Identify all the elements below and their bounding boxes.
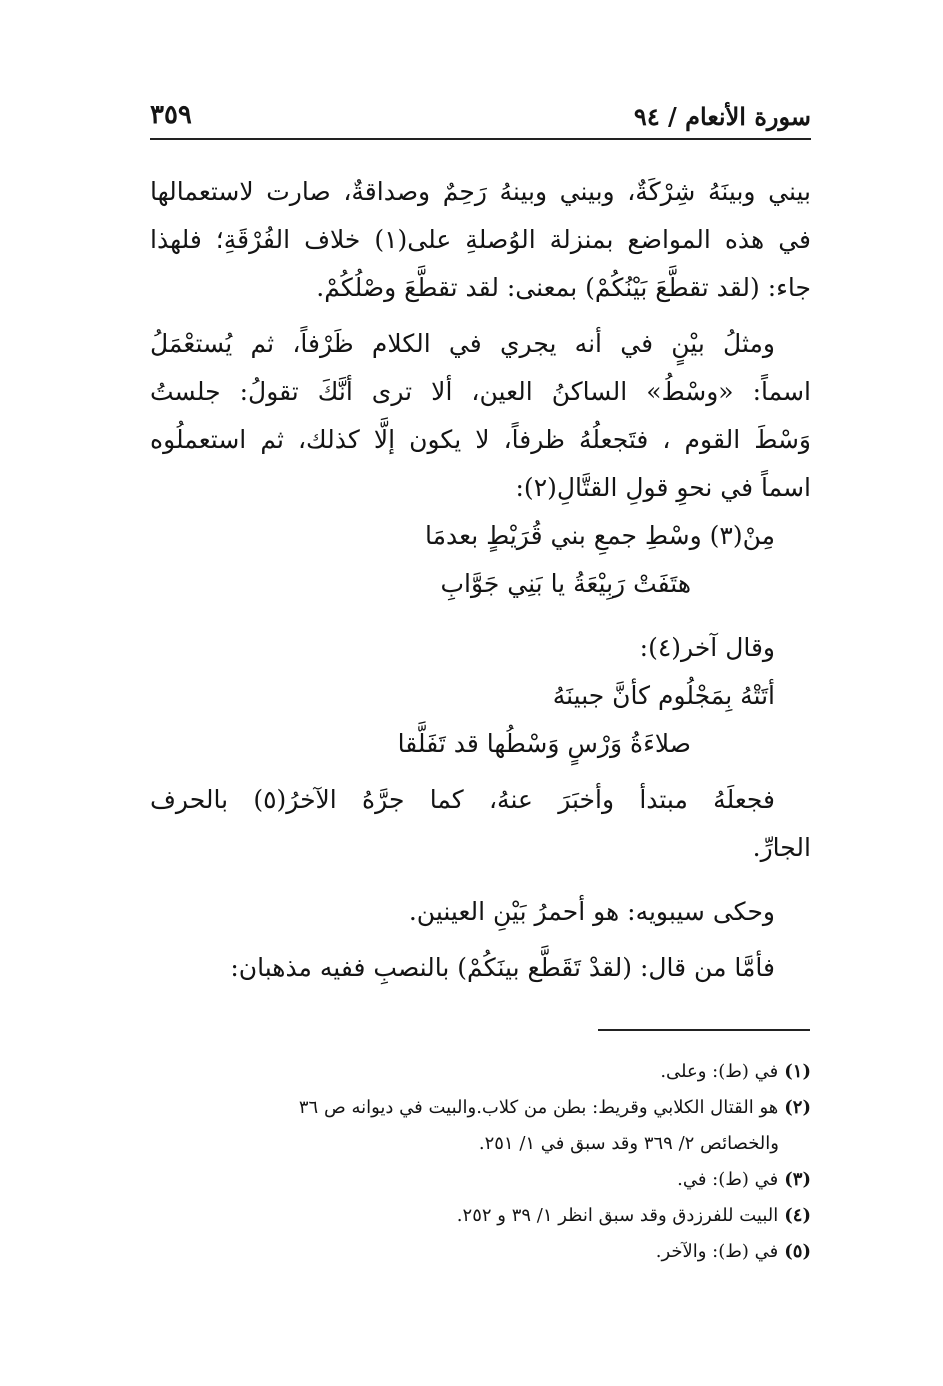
- footnote-2: [150, 1090, 811, 1126]
- footnote-5: [150, 1234, 811, 1270]
- verse-2: [150, 672, 811, 768]
- footnote-rule: [598, 1029, 810, 1031]
- verse-2-hemistich-2: صلاءَةُ وَرْسٍ وَسْطُها قد تَفَلَّقا: [397, 729, 691, 758]
- paragraph-3: وقال آخر(٤):: [639, 633, 775, 662]
- paragraph-gap: [150, 312, 811, 320]
- paragraph-1-line-1: بيني وبينَهُ شِرْكَةٌ، وبيني وبينهُ رَحِمٌ وصداقةٌ، صارت لاستعمالها: [150, 177, 811, 206]
- footnotes: [150, 1054, 811, 1270]
- paragraph-2-line-1: ومثلُ بيْنٍ في أنه يجري في الكلام ظَرْفاً، ثم يُستعْمَلُ: [150, 329, 775, 358]
- paragraph-gap: [150, 768, 811, 776]
- paragraph-2-line-4: اسماً في نحوِ قولِ القتَّالِ(٢):: [515, 473, 811, 502]
- footnote-text: في (ط): في.: [677, 1169, 779, 1190]
- paragraph-1-line-2: في هذه المواضع بمنزلة الوُصلةِ على(١) خلاف الفُرْقَةِ؛ فلهذا: [150, 225, 811, 254]
- footnote-text: في (ط): وعلى.: [660, 1061, 779, 1082]
- paragraph-2-line-2: اسماً: «وسْطُ» الساكنُ العين، ألا ترى أنَّكَ تقولُ: جلستُ: [150, 377, 811, 406]
- footnote-1: [150, 1054, 811, 1090]
- verse-1-hemistich-2: هتَفَتْ رَبِيْعَةُ يا بَنِي جَوَّابِ: [440, 569, 691, 598]
- footnote-text: هو القتال الكلابي وقريط: بطن من كلاب.والبيت في ديوانه ص ٣٦: [298, 1097, 779, 1118]
- paragraph-6: فأمَّا من قال: (لقدْ تَقَطَّع بينَكُمْ) بالنصبِ ففيه مذهبان:: [230, 953, 775, 982]
- paragraph-1-line-3: جاء: (لقد تقطَّعَ بَيْنُكُمْ) بمعنى: لقد تقطَّعَ وصْلُكُمْ.: [316, 273, 811, 302]
- paragraph-2-line-3: وَسْطَ القوم ، فتَجعلُهُ ظرفاً، لا يكون إلَّا كذلك، ثم استعملُوه: [150, 425, 811, 454]
- header-rule: [150, 138, 811, 140]
- paragraph-5: وحكى سيبويه: هو أحمرُ بَيْنِ العينين.: [408, 897, 775, 926]
- footnote-text: والخصائص ٢/ ٣٦٩ وقد سبق في ١/ ٢٥١.: [478, 1133, 779, 1154]
- paragraph-gap: [150, 880, 811, 888]
- footnote-3: [150, 1162, 811, 1198]
- paragraph-gap: [150, 936, 811, 944]
- page-header: [150, 98, 811, 138]
- paragraph-gap: [150, 872, 811, 880]
- running-title: سورة الأنعام / ٩٤: [633, 102, 811, 131]
- footnote-number: (٥): [784, 1241, 811, 1262]
- footnote-2-continuation: [150, 1126, 811, 1162]
- footnote-number: (٢): [784, 1097, 811, 1118]
- page-number: ٣٥٩: [150, 100, 192, 130]
- footnote-text: البيت للفرزدق وقد سبق انظر ١/ ٣٩ و ٢٥٢.: [456, 1205, 779, 1226]
- body-text: [150, 168, 811, 992]
- paragraph-gap: [150, 608, 811, 616]
- footnote-number: (١): [784, 1061, 811, 1082]
- footnote-number: (٤): [784, 1205, 811, 1226]
- footnote-number: (٣): [784, 1169, 811, 1190]
- paragraph-4-line-1: فجعلَهُ مبتدأ وأخبَرَ عنهُ، كما جرَّهُ الآخرُ(٥) بالحرف: [150, 785, 776, 814]
- verse-1-hemistich-1: مِنْ(٣) وسْطِ جمعِ بني قُرَيْطٍ بعدمَا: [425, 521, 775, 550]
- paragraph-gap: [150, 616, 811, 624]
- verse-2-hemistich-1: أتَتْهُ بِمَجْلُوم كأنَّ جبينَهُ: [552, 681, 775, 710]
- footnote-text: في (ط): والآخر.: [655, 1241, 779, 1262]
- footnote-4: [150, 1198, 811, 1234]
- paragraph-4-line-2: الجارِّ.: [752, 833, 811, 862]
- verse-1: [150, 512, 811, 608]
